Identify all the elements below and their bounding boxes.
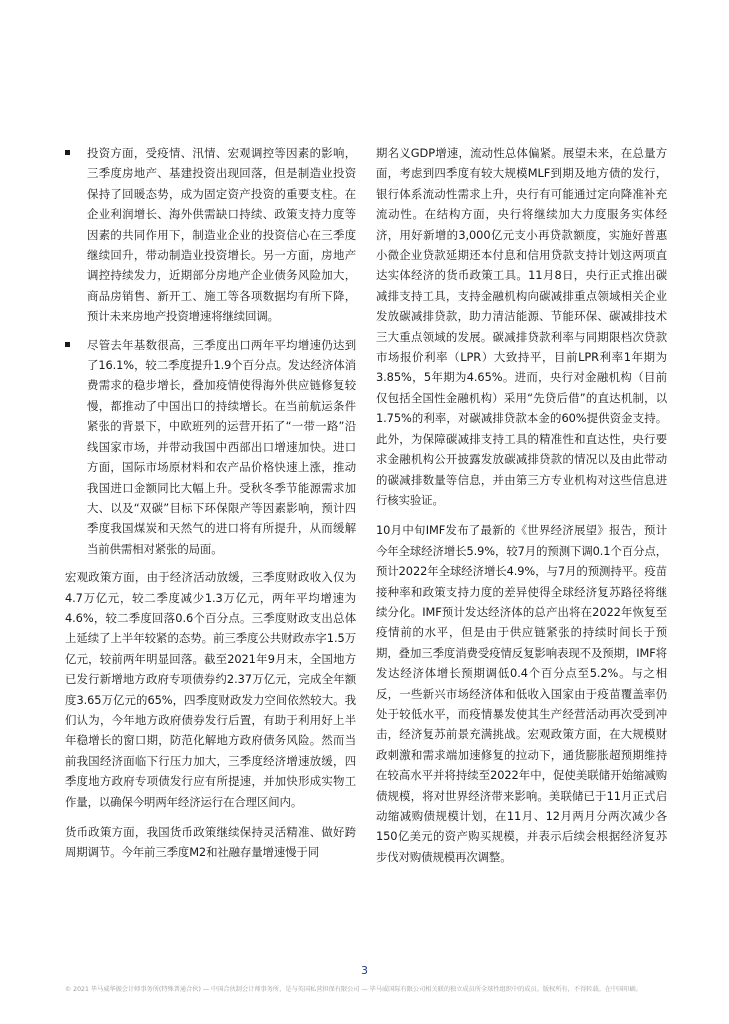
square-bullet-icon — [65, 342, 70, 347]
right-column — [376, 143, 667, 877]
bullet-item-exports — [65, 335, 356, 559]
copyright-footer: © 2021 毕马威华振会计师事务所(特殊普通合伙) — 中国合伙制会计师事务所，是与英国私营担保有限公司 — 毕马威国际有限公司相关联的独立成员所全球性组织中的成员。版权所有，不得转载。在中国印刷。 — [65, 986, 642, 993]
paragraph-monetary-outlook: 期名义GDP增速，流动性总体偏紧。展望未来，在总量方面，考虑到四季度有较大规模MLF到期及地方债的发行，银行体系流动性需求上升，央行有可能通过定向降准补充流动性。在结构方面，央行将继续加大力度服务实体经济，用好新增的3,000亿元支小再贷款额度，实施好普惠小微企业贷款延期还本付息和信用贷款支持计划这两项直达实体经济的货币政策工具。11月8日，央行正式推出碳减排支持工具，支持金融机构向碳减排重点领域相关企业发放碳减排贷款，助力清洁能源、节能环保、碳减排技术三大重点领域的发展。碳减排贷款利率与同期限档次贷款市场报价利率（LPR）大致持平，目前LPR利率1年期为3.85%，5年期为4.65%。进而，央行对金融机构（目前仅包括全国性金融机构）采用“先贷后借”的直达机制，以1.75%的利率，对碳减排贷款本金的60%提供资金支持。此外，为保障碳减排支持工具的精准性和直达性，央行要求金融机构公开披露发放碳减排贷款的情况以及由此带动的碳减排数量等信息，并由第三方专业机构对这些信息进行核实验证。 — [376, 146, 667, 507]
bullet-item-investment — [65, 143, 356, 327]
square-bullet-icon — [65, 150, 70, 155]
paragraph-imf-outlook: 10月中旬IMF发布了最新的《世界经济展望》报告，预计今年全球经济增长5.9%，较7月的预测下调0.1个百分点，预计2022年全球经济增长4.9%，与7月的预测持平。疫苗接种率和政策支持力度的差异使得全球经济复苏路径将继续分化。IMF预计发达经济体的总产出将在2022年恢复至疫情前的水平，但是由于供应链紧张的持续时间长于预期，叠加三季度消费受疫情反复影响表现不及预期，IMF将发达经济体增长预期调低0.4个百分点至5.2%。与之相反，一些新兴市场经济体和低收入国家由于疫苗覆盖率仍处于较低水平，而疫情暴发使其生产经营活动再次受到冲击，经济复苏前景充满挑战。宏观政策方面，在大规模财政刺激和需求端加速修复的拉动下，通货膨胀超预期维持在较高水平并将持续至2022年中，促使美联储开始缩减购债规模，将对世界经济带来影响。美联储已于11月正式启动缩减购债规模计划，在11月、12月两月分两次减少各150亿美元的资产购买规模，并表示后续会根据经济复苏步伐对购债规模再次调整。 — [376, 523, 667, 864]
paragraph-monetary-policy: 货币政策方面，我国货币政策继续保持灵活精准、做好跨周期调节。今年前三季度M2和社融存量增速慢于同 — [65, 825, 356, 860]
paragraph-fiscal-policy: 宏观政策方面，由于经济活动放缓，三季度财政收入仅为4.7万亿元，较二季度减少1.3万亿元，两年平均增速为4.6%，较二季度回落0.6个百分点。三季度财政支出总体上延续了上半年较紧的态势。前三季度公共财政赤字1.5万亿元，较前两年明显回落。截至2021年9月末，全国地方已发行新增地方政府专项债券约2.37万亿元，完成全年额度3.65万亿元的65%，四季度财政发力空间依然较大。我们认为，今年地方政府债券发行后置，有助于利用好上半年稳增长的窗口期，防范化解地方政府债务风险。然而当前我国经济面临下行压力加大，三季度经济增速放缓，四季度地方政府专项债发行应有所提速，并加快形成实物工作量，以确保今明两年经济运行在合理区间内。 — [65, 570, 356, 809]
bullet-text: 投资方面，受疫情、汛情、宏观调控等因素的影响，三季度房地产、基建投资出现回落，但是制造业投资保持了回暖态势，成为固定资产投资的重要支柱。在企业利润增长、海外供需缺口持续、政策支持力度等因素的共同作用下，制造业企业的投资信心在三季度继续回升，带动制造业投资增长。另一方面，房地产调控持续发力，近期部分房地产企业债务风险加大，商品房销售、新开工、施工等各项数据均有所下降，预计未来房地产投资增速将继续回调。 — [87, 146, 356, 324]
left-column — [65, 143, 356, 873]
bullet-text: 尽管去年基数很高，三季度出口两年平均增速仍达到了16.1%，较二季度提升1.9个百分点。发达经济体消费需求的稳步增长，叠加疫情使得海外供应链修复较慢，都推动了中国出口的持续增长。在当前航运条件紧张的背景下，中欧班列的运营开拓了“一带一路”沿线国家市场，并带动我国中西部出口增速加快。进口方面，国际市场原材料和农产品价格快速上涨，推动我国进口金额同比大幅上升。受秋冬季节能源需求加大、以及“双碳”目标下环保限产等因素影响，预计四季度我国煤炭和天然气的进口将有所提升，从而缓解当前供需相对紧张的局面。 — [87, 337, 356, 556]
page-number: 3 — [361, 964, 368, 977]
